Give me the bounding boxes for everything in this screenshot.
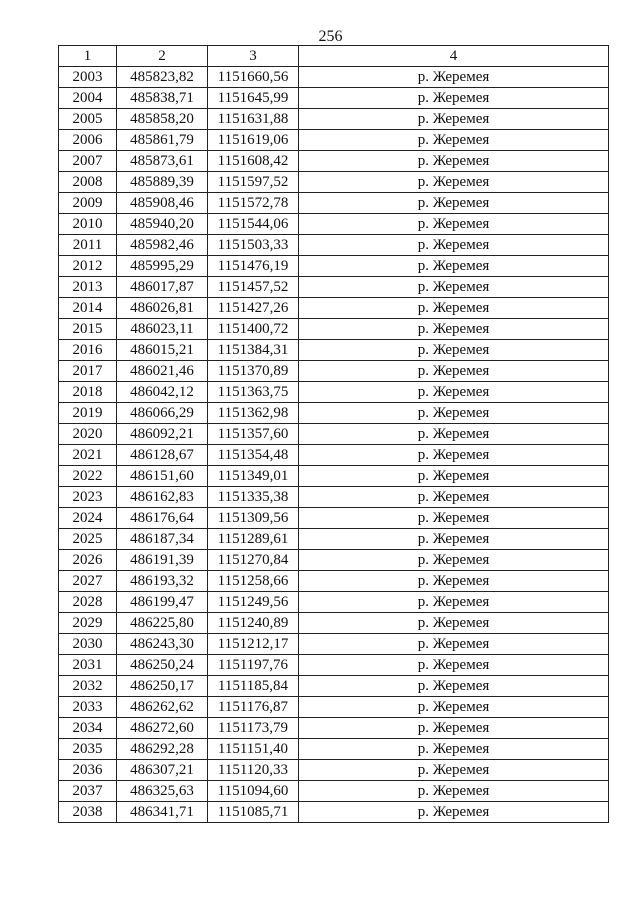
y-coordinate-cell: 1151309,56 <box>208 508 299 529</box>
x-coordinate-cell: 486021,46 <box>117 361 208 382</box>
y-coordinate-cell: 1151335,38 <box>208 487 299 508</box>
y-coordinate-cell: 1151085,71 <box>208 802 299 823</box>
y-coordinate-cell: 1151645,99 <box>208 88 299 109</box>
column-header-4: 4 <box>299 46 609 67</box>
table-row <box>59 130 609 151</box>
point-number-cell: 2037 <box>59 781 117 802</box>
table-row <box>59 634 609 655</box>
description-cell: р. Жеремея <box>299 361 609 382</box>
x-coordinate-cell: 486187,34 <box>117 529 208 550</box>
description-cell: р. Жеремея <box>299 256 609 277</box>
y-coordinate-cell: 1151349,01 <box>208 466 299 487</box>
description-cell: р. Жеремея <box>299 382 609 403</box>
column-header-2: 2 <box>117 46 208 67</box>
x-coordinate-cell: 485858,20 <box>117 109 208 130</box>
description-cell: р. Жеремея <box>299 172 609 193</box>
table-row <box>59 319 609 340</box>
x-coordinate-cell: 486066,29 <box>117 403 208 424</box>
y-coordinate-cell: 1151197,76 <box>208 655 299 676</box>
x-coordinate-cell: 486341,71 <box>117 802 208 823</box>
y-coordinate-cell: 1151476,19 <box>208 256 299 277</box>
point-number-cell: 2010 <box>59 214 117 235</box>
table-row <box>59 529 609 550</box>
description-cell: р. Жеремея <box>299 760 609 781</box>
y-coordinate-cell: 1151354,48 <box>208 445 299 466</box>
point-number-cell: 2030 <box>59 634 117 655</box>
y-coordinate-cell: 1151270,84 <box>208 550 299 571</box>
point-number-cell: 2004 <box>59 88 117 109</box>
x-coordinate-cell: 485823,82 <box>117 67 208 88</box>
x-coordinate-cell: 486262,62 <box>117 697 208 718</box>
point-number-cell: 2038 <box>59 802 117 823</box>
table-row <box>59 613 609 634</box>
header-row <box>59 46 609 67</box>
description-cell: р. Жеремея <box>299 529 609 550</box>
table-row <box>59 361 609 382</box>
table-row <box>59 67 609 88</box>
x-coordinate-cell: 486017,87 <box>117 277 208 298</box>
table-row <box>59 277 609 298</box>
description-cell: р. Жеремея <box>299 424 609 445</box>
description-cell: р. Жеремея <box>299 88 609 109</box>
y-coordinate-cell: 1151457,52 <box>208 277 299 298</box>
description-cell: р. Жеремея <box>299 697 609 718</box>
description-cell: р. Жеремея <box>299 508 609 529</box>
x-coordinate-cell: 486176,64 <box>117 508 208 529</box>
y-coordinate-cell: 1151544,06 <box>208 214 299 235</box>
description-cell: р. Жеремея <box>299 298 609 319</box>
x-coordinate-cell: 486325,63 <box>117 781 208 802</box>
description-cell: р. Жеремея <box>299 466 609 487</box>
point-number-cell: 2035 <box>59 739 117 760</box>
x-coordinate-cell: 486272,60 <box>117 718 208 739</box>
table-row <box>59 466 609 487</box>
point-number-cell: 2022 <box>59 466 117 487</box>
point-number-cell: 2026 <box>59 550 117 571</box>
point-number-cell: 2019 <box>59 403 117 424</box>
table-row <box>59 676 609 697</box>
table-row <box>59 109 609 130</box>
y-coordinate-cell: 1151619,06 <box>208 130 299 151</box>
table-row <box>59 571 609 592</box>
x-coordinate-cell: 486162,83 <box>117 487 208 508</box>
table-row <box>59 235 609 256</box>
table-row <box>59 760 609 781</box>
point-number-cell: 2007 <box>59 151 117 172</box>
table-row <box>59 655 609 676</box>
column-header-3: 3 <box>208 46 299 67</box>
table-row <box>59 592 609 613</box>
description-cell: р. Жеремея <box>299 802 609 823</box>
x-coordinate-cell: 485889,39 <box>117 172 208 193</box>
x-coordinate-cell: 486250,24 <box>117 655 208 676</box>
table-row <box>59 382 609 403</box>
description-cell: р. Жеремея <box>299 571 609 592</box>
description-cell: р. Жеремея <box>299 151 609 172</box>
description-cell: р. Жеремея <box>299 130 609 151</box>
column-header-1: 1 <box>59 46 117 67</box>
description-cell: р. Жеремея <box>299 445 609 466</box>
point-number-cell: 2016 <box>59 340 117 361</box>
x-coordinate-cell: 485982,46 <box>117 235 208 256</box>
x-coordinate-cell: 486243,30 <box>117 634 208 655</box>
y-coordinate-cell: 1151370,89 <box>208 361 299 382</box>
point-number-cell: 2023 <box>59 487 117 508</box>
description-cell: р. Жеремея <box>299 109 609 130</box>
y-coordinate-cell: 1151503,33 <box>208 235 299 256</box>
table-header <box>59 46 609 67</box>
description-cell: р. Жеремея <box>299 319 609 340</box>
x-coordinate-cell: 486199,47 <box>117 592 208 613</box>
point-number-cell: 2012 <box>59 256 117 277</box>
table-row <box>59 298 609 319</box>
description-cell: р. Жеремея <box>299 613 609 634</box>
x-coordinate-cell: 486092,21 <box>117 424 208 445</box>
point-number-cell: 2005 <box>59 109 117 130</box>
point-number-cell: 2025 <box>59 529 117 550</box>
point-number-cell: 2031 <box>59 655 117 676</box>
description-cell: р. Жеремея <box>299 739 609 760</box>
description-cell: р. Жеремея <box>299 592 609 613</box>
table-row <box>59 445 609 466</box>
y-coordinate-cell: 1151289,61 <box>208 529 299 550</box>
table-row <box>59 550 609 571</box>
y-coordinate-cell: 1151427,26 <box>208 298 299 319</box>
point-number-cell: 2009 <box>59 193 117 214</box>
x-coordinate-cell: 486225,80 <box>117 613 208 634</box>
page-number: 256 <box>318 28 343 45</box>
description-cell: р. Жеремея <box>299 277 609 298</box>
x-coordinate-cell: 485995,29 <box>117 256 208 277</box>
y-coordinate-cell: 1151176,87 <box>208 697 299 718</box>
point-number-cell: 2021 <box>59 445 117 466</box>
table-row <box>59 172 609 193</box>
x-coordinate-cell: 485838,71 <box>117 88 208 109</box>
x-coordinate-cell: 486193,32 <box>117 571 208 592</box>
description-cell: р. Жеремея <box>299 718 609 739</box>
x-coordinate-cell: 486191,39 <box>117 550 208 571</box>
point-number-cell: 2015 <box>59 319 117 340</box>
table-row <box>59 718 609 739</box>
point-number-cell: 2029 <box>59 613 117 634</box>
description-cell: р. Жеремея <box>299 676 609 697</box>
x-coordinate-cell: 486128,67 <box>117 445 208 466</box>
point-number-cell: 2014 <box>59 298 117 319</box>
table-row <box>59 508 609 529</box>
x-coordinate-cell: 485873,61 <box>117 151 208 172</box>
y-coordinate-cell: 1151357,60 <box>208 424 299 445</box>
description-cell: р. Жеремея <box>299 487 609 508</box>
point-number-cell: 2028 <box>59 592 117 613</box>
x-coordinate-cell: 485908,46 <box>117 193 208 214</box>
point-number-cell: 2027 <box>59 571 117 592</box>
point-number-cell: 2006 <box>59 130 117 151</box>
table-row <box>59 151 609 172</box>
description-cell: р. Жеремея <box>299 655 609 676</box>
y-coordinate-cell: 1151151,40 <box>208 739 299 760</box>
description-cell: р. Жеремея <box>299 634 609 655</box>
x-coordinate-cell: 485861,79 <box>117 130 208 151</box>
description-cell: р. Жеремея <box>299 193 609 214</box>
y-coordinate-cell: 1151597,52 <box>208 172 299 193</box>
y-coordinate-cell: 1151572,78 <box>208 193 299 214</box>
point-number-cell: 2003 <box>59 67 117 88</box>
y-coordinate-cell: 1151384,31 <box>208 340 299 361</box>
description-cell: р. Жеремея <box>299 67 609 88</box>
description-cell: р. Жеремея <box>299 403 609 424</box>
y-coordinate-cell: 1151240,89 <box>208 613 299 634</box>
description-cell: р. Жеремея <box>299 340 609 361</box>
y-coordinate-cell: 1151173,79 <box>208 718 299 739</box>
table-row <box>59 697 609 718</box>
table-row <box>59 487 609 508</box>
y-coordinate-cell: 1151631,88 <box>208 109 299 130</box>
x-coordinate-cell: 486292,28 <box>117 739 208 760</box>
x-coordinate-cell: 486015,21 <box>117 340 208 361</box>
point-number-cell: 2024 <box>59 508 117 529</box>
description-cell: р. Жеремея <box>299 235 609 256</box>
point-number-cell: 2036 <box>59 760 117 781</box>
table-row <box>59 193 609 214</box>
table-row <box>59 739 609 760</box>
y-coordinate-cell: 1151608,42 <box>208 151 299 172</box>
x-coordinate-cell: 486151,60 <box>117 466 208 487</box>
y-coordinate-cell: 1151660,56 <box>208 67 299 88</box>
table-row <box>59 214 609 235</box>
point-number-cell: 2013 <box>59 277 117 298</box>
table-row <box>59 802 609 823</box>
x-coordinate-cell: 486250,17 <box>117 676 208 697</box>
y-coordinate-cell: 1151120,33 <box>208 760 299 781</box>
y-coordinate-cell: 1151258,66 <box>208 571 299 592</box>
y-coordinate-cell: 1151363,75 <box>208 382 299 403</box>
point-number-cell: 2020 <box>59 424 117 445</box>
point-number-cell: 2034 <box>59 718 117 739</box>
point-number-cell: 2008 <box>59 172 117 193</box>
point-number-cell: 2011 <box>59 235 117 256</box>
point-number-cell: 2017 <box>59 361 117 382</box>
x-coordinate-cell: 485940,20 <box>117 214 208 235</box>
point-number-cell: 2018 <box>59 382 117 403</box>
point-number-cell: 2033 <box>59 697 117 718</box>
y-coordinate-cell: 1151185,84 <box>208 676 299 697</box>
point-number-cell: 2032 <box>59 676 117 697</box>
x-coordinate-cell: 486307,21 <box>117 760 208 781</box>
description-cell: р. Жеремея <box>299 214 609 235</box>
x-coordinate-cell: 486042,12 <box>117 382 208 403</box>
table-row <box>59 340 609 361</box>
x-coordinate-cell: 486026,81 <box>117 298 208 319</box>
y-coordinate-cell: 1151400,72 <box>208 319 299 340</box>
y-coordinate-cell: 1151094,60 <box>208 781 299 802</box>
table-row <box>59 88 609 109</box>
table-row <box>59 781 609 802</box>
table-row <box>59 403 609 424</box>
y-coordinate-cell: 1151212,17 <box>208 634 299 655</box>
description-cell: р. Жеремея <box>299 550 609 571</box>
y-coordinate-cell: 1151362,98 <box>208 403 299 424</box>
y-coordinate-cell: 1151249,56 <box>208 592 299 613</box>
description-cell: р. Жеремея <box>299 781 609 802</box>
table-row <box>59 424 609 445</box>
table-body <box>59 67 609 823</box>
table-row <box>59 256 609 277</box>
x-coordinate-cell: 486023,11 <box>117 319 208 340</box>
coordinates-table <box>58 45 609 823</box>
